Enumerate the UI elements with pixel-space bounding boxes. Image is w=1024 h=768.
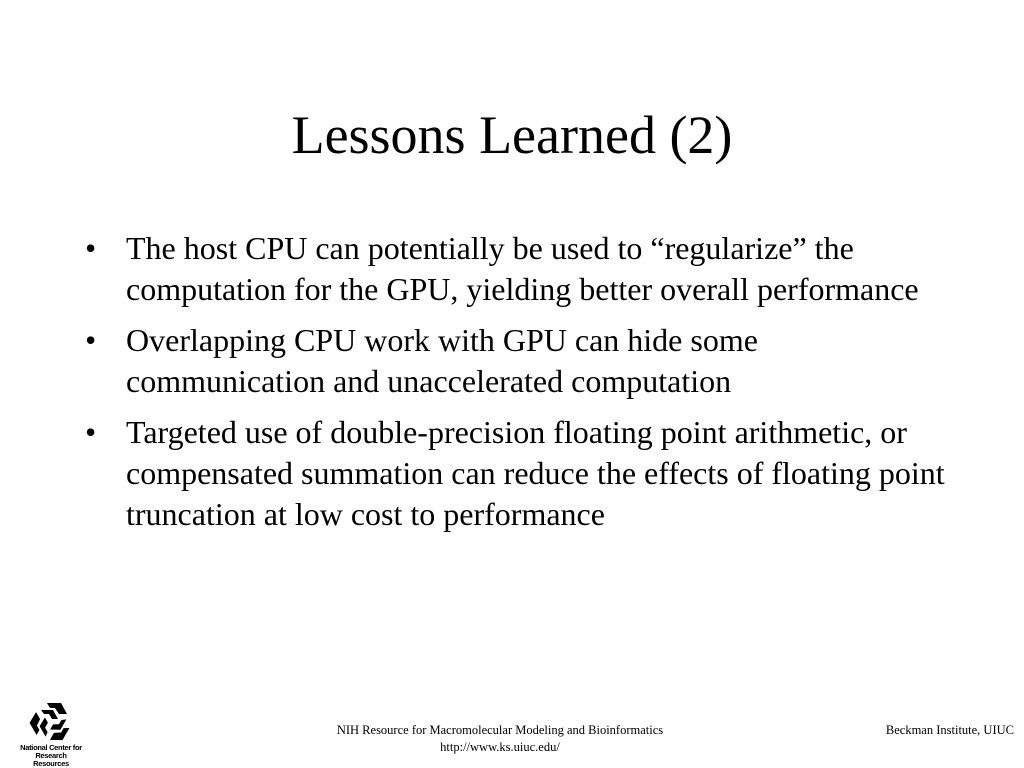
bullet-marker: •: [85, 414, 97, 450]
logo-caption: National Center for Research Resources: [20, 743, 82, 768]
slide-title: Lessons Learned (2): [291, 105, 733, 165]
bullet-text: Overlapping CPU work with GPU can hide some communication and unaccelerated computation: [126, 322, 758, 399]
resource-line: NIH Resource for Macromolecular Modeling and Bioinformatics: [336, 723, 664, 737]
bullet-text: Targeted use of double-precision floating point arithmetic, or compensated summation can reduce the effects of floating point truncation at low cost to performance: [126, 414, 945, 532]
swirl-logo-icon: [16, 700, 86, 744]
bullet-list: [85, 228, 945, 545]
bullet-item: [85, 412, 945, 535]
bullet-item: [85, 320, 945, 402]
ncsa-logo-icon: [16, 700, 86, 768]
institute-label: Beckman Institute, UIUC: [885, 723, 1014, 737]
bullet-marker: •: [85, 230, 97, 266]
bullet-text: The host CPU can potentially be used to “regularize” the computation for the GPU, yielding better overall performance: [126, 230, 919, 307]
bullet-marker: •: [85, 322, 97, 358]
bullet-item: [85, 228, 945, 310]
footer-center: [250, 722, 750, 756]
footer-url[interactable]: http://www.ks.uiuc.edu/: [440, 740, 560, 754]
